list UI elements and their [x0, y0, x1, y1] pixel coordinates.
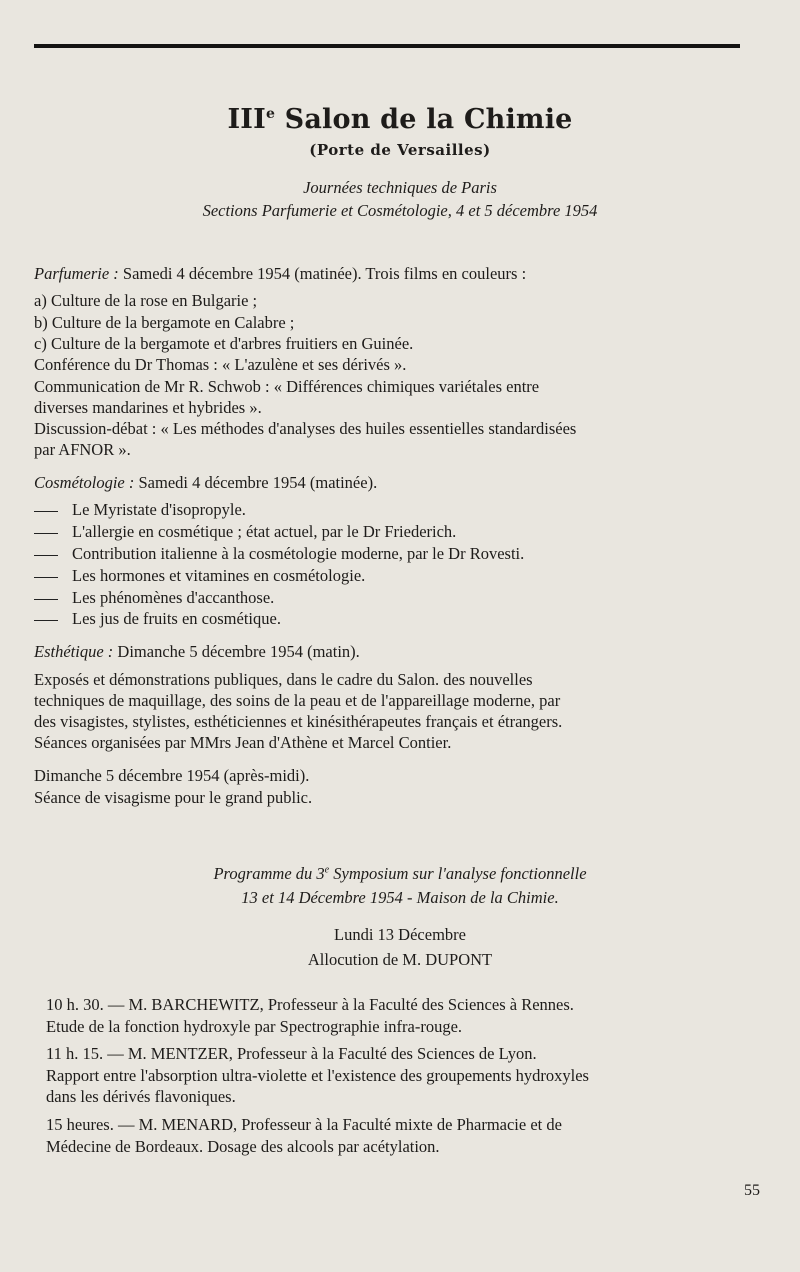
cosmetologie-item: Les phénomènes d'accanthose.	[34, 588, 274, 608]
cosmetologie-item: Les jus de fruits en cosmétique.	[34, 609, 281, 629]
talk-2-line-1: 11 h. 15. — M. MENTZER, Professeur à la Faculté des Sciences de Lyon.	[46, 1044, 537, 1063]
esthetique-paragraph-line: Séances organisées par MMrs Jean d'Athène et Marcel Contier.	[34, 733, 452, 752]
esthetique-intro: Dimanche 5 décembre 1954 (matin).	[113, 642, 360, 661]
parfumerie-conference: Conférence du Dr Thomas : « L'azulène et ses dérivés ».	[34, 355, 407, 374]
esthetique-paragraph-line: techniques de maquillage, des soins de la peau et de l'appareillage moderne, par	[34, 691, 561, 710]
parfumerie-discussion-2: par AFNOR ».	[34, 440, 131, 459]
symposium-title: Programme du 3e Symposium sur l'analyse fonctionnelle	[213, 864, 587, 883]
parfumerie-communication-1: Communication de Mr R. Schwob : « Différences chimiques variétales entre	[34, 377, 540, 396]
talk-3-line-1: 15 heures. — M. MENARD, Professeur à la Faculté mixte de Pharmacie et de	[46, 1115, 562, 1134]
cosmetologie-item: Les hormones et vitamines en cosmétologie.	[34, 566, 365, 586]
parfumerie-item-b: b) Culture de la bergamote en Calabre ;	[34, 313, 295, 332]
parfumerie-communication-2: diverses mandarines et hybrides ».	[34, 398, 262, 417]
parfumerie-discussion-1: Discussion-débat : « Les méthodes d'analyses des huiles essentielles standardisées	[34, 419, 577, 438]
esthetique-heading	[34, 642, 360, 662]
talk-2-line-3: dans les dérivés flavoniques.	[46, 1087, 236, 1106]
title-roman: III	[227, 104, 266, 135]
cosmetologie-label: Cosmétologie :	[34, 473, 135, 492]
parfumerie-label: Parfumerie :	[34, 264, 119, 283]
top-rule	[34, 44, 740, 48]
cosmetologie-item: L'allergie en cosmétique ; état actuel, par le Dr Friederich.	[34, 522, 456, 542]
talk-3-line-2: Médecine de Bordeaux. Dosage des alcools par acétylation.	[46, 1137, 440, 1156]
journees-line: Journées techniques de Paris	[303, 178, 497, 197]
title-rest: Salon de la Chimie	[275, 104, 573, 135]
esthetique-visagisme: Séance de visagisme pour le grand public.	[34, 788, 313, 807]
cosmetologie-item: Le Myristate d'isopropyle.	[34, 500, 246, 520]
symposium-allocution: Allocution de M. DUPONT	[307, 950, 493, 969]
page-title	[0, 104, 800, 135]
esthetique-paragraph-line: des visagistes, stylistes, esthéticiennes et kinésithérapeutes français et étrangers.	[34, 712, 563, 731]
page-subtitle: (Porte de Versailles)	[309, 141, 491, 159]
talk-1-line-1: 10 h. 30. — M. BARCHEWITZ, Professeur à la Faculté des Sciences à Rennes.	[46, 995, 574, 1014]
cosmetologie-heading	[34, 473, 377, 493]
parfumerie-item-c: c) Culture de la bergamote et d'arbres fruitiers en Guinée.	[34, 334, 414, 353]
cosmetologie-intro: Samedi 4 décembre 1954 (matinée).	[134, 473, 378, 492]
parfumerie-heading	[34, 264, 526, 284]
esthetique-paragraph-line: Exposés et démonstrations publiques, dans le cadre du Salon. des nouvelles	[34, 670, 533, 689]
symposium-day: Lundi 13 Décembre	[334, 925, 466, 944]
esthetique-afternoon: Dimanche 5 décembre 1954 (après-midi).	[34, 766, 310, 785]
parfumerie-item-a: a) Culture de la rose en Bulgarie ;	[34, 291, 258, 310]
esthetique-label: Esthétique :	[34, 642, 114, 661]
parfumerie-intro: Samedi 4 décembre 1954 (matinée). Trois films en couleurs :	[118, 264, 527, 283]
sections-line: Sections Parfumerie et Cosmétologie, 4 et 5 décembre 1954	[202, 201, 598, 220]
talk-2-line-2: Rapport entre l'absorption ultra-violette et l'existence des groupements hydroxyles	[46, 1066, 589, 1085]
talk-1-line-2: Etude de la fonction hydroxyle par Spectrographie infra-rouge.	[46, 1017, 463, 1036]
title-sup: e	[265, 106, 276, 122]
page-number: 55	[744, 1182, 760, 1199]
symposium-dates: 13 et 14 Décembre 1954 - Maison de la Chimie.	[241, 888, 559, 907]
cosmetologie-item: Contribution italienne à la cosmétologie moderne, par le Dr Rovesti.	[34, 544, 524, 564]
